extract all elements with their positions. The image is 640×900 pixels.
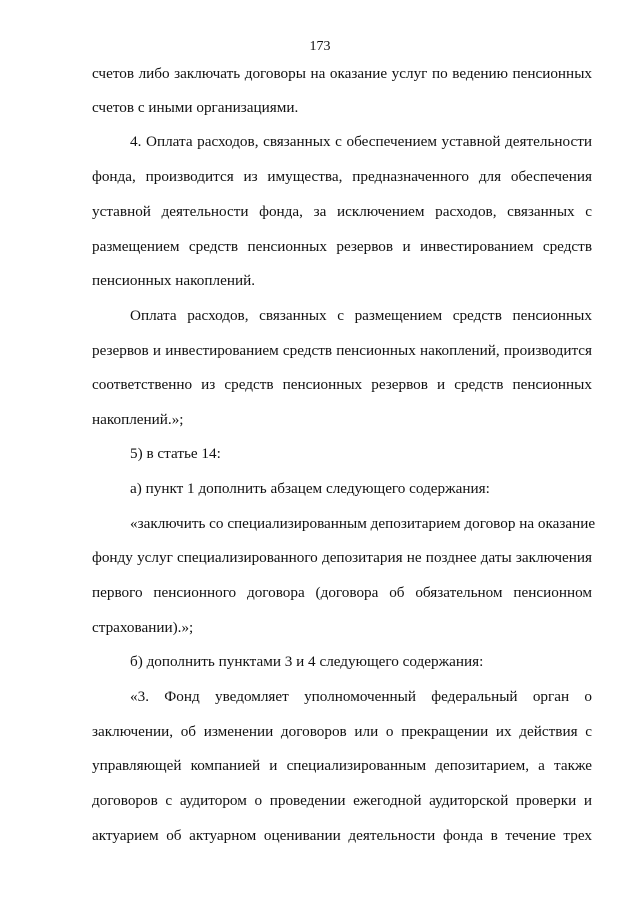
text-line: размещением средств пенсионных резервов и инвестированием средств bbox=[92, 238, 592, 255]
text-line: фонду услуг специализированного депозитария не позднее даты заключения bbox=[92, 549, 592, 566]
text-line: «заключить со специализированным депозитарием договор на оказание bbox=[130, 515, 596, 532]
text-line: накоплений.»; bbox=[92, 411, 184, 428]
text-line: фонда, производится из имущества, предназначенного для обеспечения bbox=[92, 168, 592, 185]
text-line: актуарием об актуарном оценивании деятельности фонда в течение трех bbox=[92, 827, 592, 844]
text-line: счетов с иными организациями. bbox=[92, 99, 299, 116]
text-line: б) дополнить пунктами 3 и 4 следующего содержания: bbox=[130, 653, 484, 670]
text-line: 4. Оплата расходов, связанных с обеспечением уставной деятельности bbox=[130, 133, 592, 150]
text-line: а) пункт 1 дополнить абзацем следующего содержания: bbox=[130, 480, 490, 497]
text-line: договоров с аудитором о проведении ежегодной аудиторской проверки и bbox=[92, 792, 592, 809]
text-line: управляющей компанией и специализированным депозитарием, а также bbox=[92, 757, 592, 774]
text-line: пенсионных накоплений. bbox=[92, 272, 256, 289]
text-line: соответственно из средств пенсионных резервов и средств пенсионных bbox=[92, 376, 592, 393]
text-line: страховании).»; bbox=[92, 619, 194, 636]
text-line: Оплата расходов, связанных с размещением средств пенсионных bbox=[130, 307, 592, 324]
text-line: резервов и инвестированием средств пенсионных накоплений, производится bbox=[92, 342, 592, 359]
text-line: уставной деятельности фонда, за исключением расходов, связанных с bbox=[92, 203, 592, 220]
text-line: счетов либо заключать договоры на оказание услуг по ведению пенсионных bbox=[92, 65, 592, 82]
text-line: заключении, об изменении договоров или о прекращении их действия с bbox=[92, 723, 592, 740]
text-line: 5) в статье 14: bbox=[130, 445, 221, 462]
page-number: 173 bbox=[309, 39, 331, 54]
text-line: «3. Фонд уведомляет уполномоченный федеральный орган о bbox=[130, 688, 592, 705]
text-line: первого пенсионного договора (договора об обязательном пенсионном bbox=[92, 584, 592, 601]
